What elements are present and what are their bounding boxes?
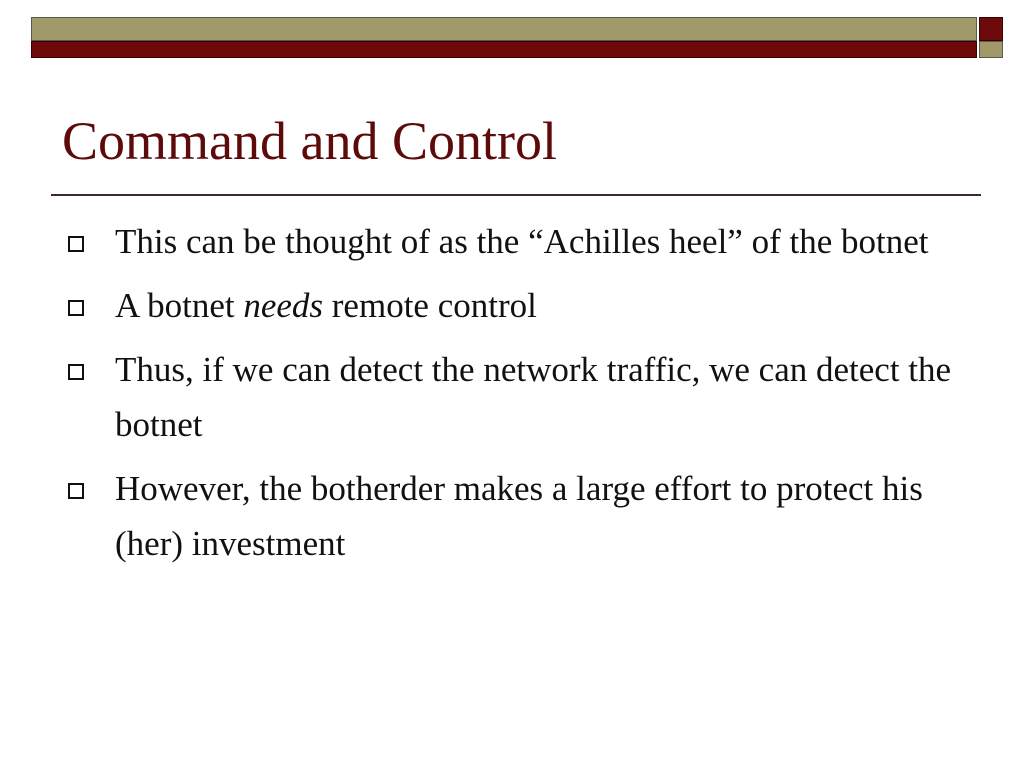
bullet-text: Thus, if we can detect the network traffic, we can detect the botnet	[115, 350, 952, 444]
bullet-text-pre: A botnet	[115, 286, 244, 325]
bullet-item	[62, 461, 962, 571]
hollow-square-icon	[68, 483, 84, 499]
header-bar-red	[31, 41, 977, 58]
title-divider	[51, 194, 981, 196]
bullet-text	[115, 278, 962, 333]
bullet-text: However, the botherder makes a large effort to protect his (her) investment	[115, 469, 923, 563]
header-square-red	[979, 17, 1003, 41]
bullet-list	[62, 214, 962, 580]
hollow-square-icon	[68, 236, 84, 252]
hollow-square-icon	[68, 364, 84, 380]
header-bar-olive	[31, 17, 977, 41]
bullet-item	[62, 278, 962, 333]
hollow-square-icon	[68, 300, 84, 316]
bullet-item	[62, 342, 962, 452]
bullet-text: This can be thought of as the “Achilles heel” of the botnet	[115, 222, 929, 261]
slide-title: Command and Control	[62, 111, 557, 171]
bullet-item	[62, 214, 962, 269]
bullet-text-post: remote control	[323, 286, 537, 325]
header-square-olive	[979, 41, 1003, 58]
bullet-text-emphasis: needs	[243, 286, 324, 325]
